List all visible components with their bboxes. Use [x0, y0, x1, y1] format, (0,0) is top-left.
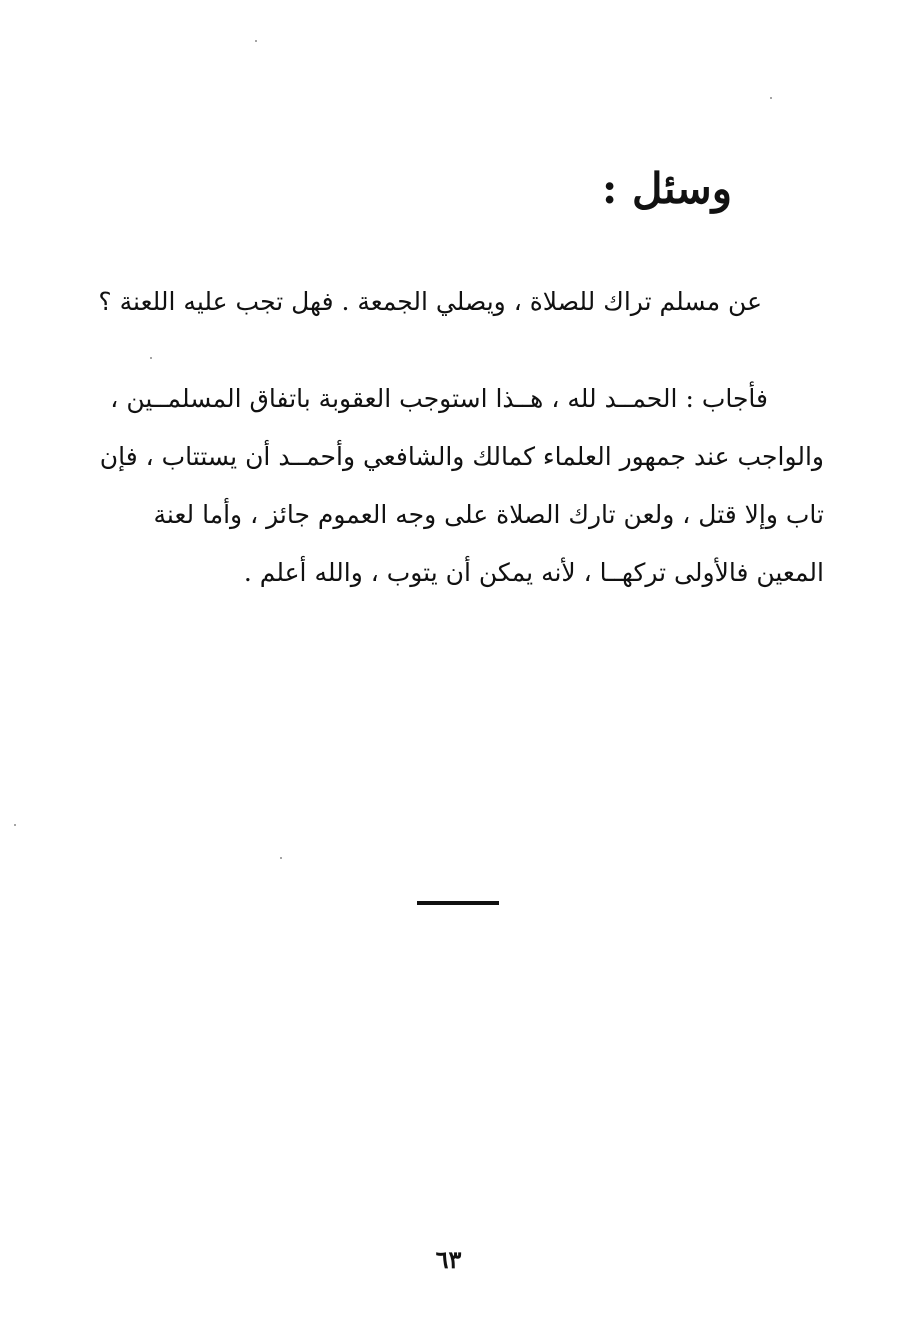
question-text: عن مسلم تراك للصلاة ، ويصلي الجمعة . فهل تجب عليه اللعنة ؟	[98, 287, 762, 316]
section-divider	[417, 901, 499, 905]
answer-line: تاب وإلا قتل ، ولعن تارك الصلاة على وجه العموم جائز ، وأما لعنة	[153, 500, 824, 529]
page-number: ٦٣	[435, 1245, 462, 1274]
scan-speck	[770, 97, 772, 99]
answer-line: فأجاب : الحمــد لله ، هــذا استوجب العقوبة باتفاق المسلمــين ،	[110, 384, 768, 413]
scan-speck	[255, 40, 257, 42]
answer-line: المعين فالأولى تركهــا ، لأنه يمكن أن يتوب ، والله أعلم .	[243, 558, 824, 587]
scan-speck	[280, 857, 282, 859]
scan-speck	[150, 357, 152, 359]
answer-line: والواجب عند جمهور العلماء كمالك والشافعي وأحمــد أن يستتاب ، فإن	[99, 442, 824, 471]
scan-speck	[14, 824, 16, 826]
answer-paragraph	[96, 370, 824, 602]
section-heading: وسئل :	[601, 164, 732, 213]
